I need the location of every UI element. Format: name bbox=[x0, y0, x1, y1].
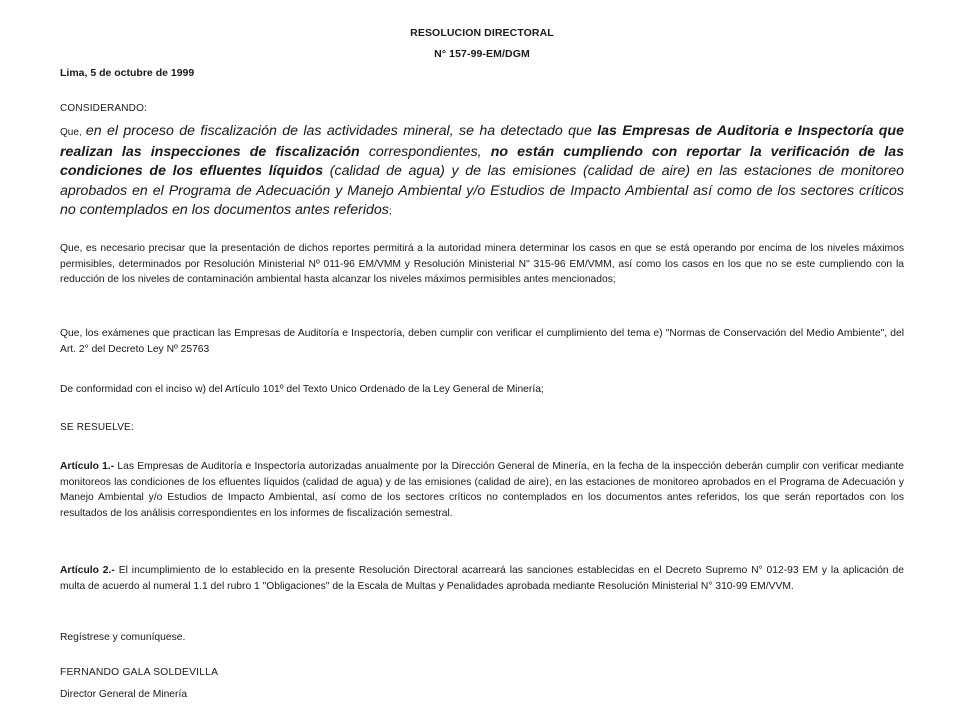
considerando-1-lead: Que, bbox=[60, 127, 86, 138]
considerando-1-end: ; bbox=[388, 206, 392, 218]
considerando-1-text-3: (calidad de agua) y de las emisiones (calidad de aire) en las estaciones de monitoreo aprobados en el Programa de Adecuación y Manejo Ambiental y/o Estudios de Impacto Ambiental así como de los sectores críticos no contemplados en los documentos antes referidos bbox=[60, 163, 904, 219]
document-date: Lima, 5 de octubre de 1999 bbox=[60, 67, 195, 79]
articulo-2-paragraph bbox=[60, 563, 904, 594]
resuelve-label: SE RESUELVE: bbox=[60, 422, 134, 433]
signatory-name: FERNANDO GALA SOLDEVILLA bbox=[60, 667, 219, 678]
articulo-2-label: Artículo 2.- bbox=[60, 565, 115, 576]
signatory-role: Director General de Minería bbox=[60, 689, 188, 700]
articulo-1-text: Las Empresas de Auditoría e Inspectoría autorizadas anualmente por la Dirección General de Minería, en la fecha de la inspección deberán cumplir con verificar mediante monitoreos las condiciones de los efluentes líquidos (calidad de agua) y de las emisiones (calidad de aire), en las estaciones de monitoreo aprobados en el Programa de Adecuación y Manejo Ambiental y/o Estudios de Impacto Ambiental, así como de los sectores críticos no contemplados en los documentos antes referidos, los que serán reportados con los resultados de los análisis correspondientes en los informes de fiscalización semestral. bbox=[60, 461, 904, 519]
articulo-1-paragraph bbox=[60, 459, 904, 521]
document-number: N° 157-99-EM/DGM bbox=[434, 48, 530, 60]
articulo-2-text: El incumplimiento de lo establecido en la presente Resolución Directoral acarreará las sanciones establecidas en el Decreto Supremo N° 012-93 EM y la aplicación de multa de acuerdo al numeral 1.1 del rubro 1 "Obligaciones" de la Escala de Multas y Penalidades aprobada mediante Resolución Ministerial N° 310-99 EM/VVM. bbox=[60, 565, 905, 592]
considerando-1-text-1: en el proceso de fiscalización de las actividades mineral, se ha detectado que bbox=[85, 123, 598, 139]
articulo-1-label: Artículo 1.- bbox=[60, 461, 115, 472]
considerando-label: CONSIDERANDO: bbox=[60, 103, 148, 114]
considerando-1-bold-2: no están cumpliendo con reportar la verificación de las condiciones de los efluentes líquidos bbox=[60, 143, 904, 180]
considerando-1-bold-1: las Empresas de Auditoria e Inspectoría que realizan las inspecciones de fiscalización bbox=[60, 123, 904, 160]
considerando-paragraph-2: Que, es necesario precisar que la presentación de dichos reportes permitirá a la autoridad minera determinar los casos en que se está operando por encima de los niveles máximos permisibles, determinados por Resolución Ministerial Nº 011-96 EM/VMM y Resolución Ministerial N" 315-96 EM/VMM, así como los casos en los que no se este cumpliendo con la reducción de los niveles de contaminación ambiental hasta alcanzar los niveles máximos permisibles antes mencionados; bbox=[60, 243, 904, 286]
considerando-paragraph-1 bbox=[60, 122, 904, 222]
registrese-line: Regístrese y comuníquese. bbox=[60, 632, 186, 643]
considerando-paragraph-3: Que, los exámenes que practican las Empresas de Auditoría e Inspectoría, deben cumplir con verificar el cumplimiento del tema e) "Normas de Conservación del Medio Ambiente", del Art. 2° del Decreto Ley Nº 25763 bbox=[60, 328, 904, 355]
conformidad-paragraph: De conformidad con el inciso w) del Artículo 101º del Texto Unico Ordenado de la Ley General de Minería; bbox=[60, 384, 544, 395]
document-title: RESOLUCION DIRECTORAL bbox=[410, 27, 554, 39]
considerando-1-text-2: correspondientes, bbox=[359, 143, 491, 160]
